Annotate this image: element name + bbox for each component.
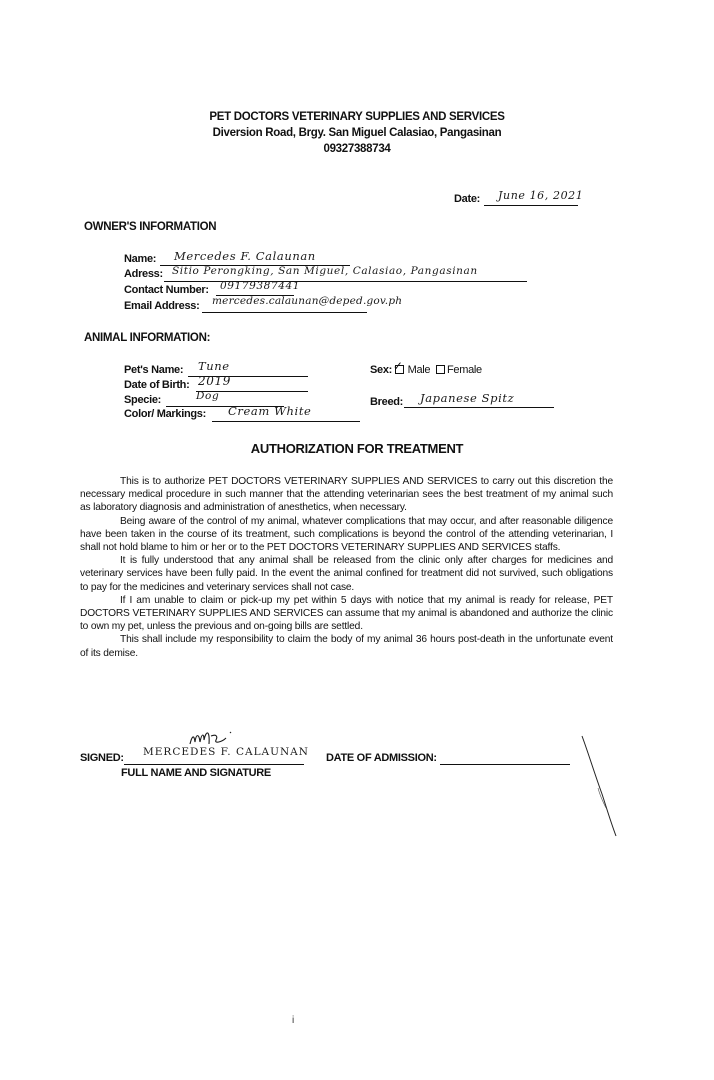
business-address: Diversion Road, Brgy. San Miguel Calasiao, Pangasinan (212, 127, 502, 139)
owner-section-title: OWNER'S INFORMATION (84, 221, 217, 233)
contact-value[interactable]: 09179387441 (220, 280, 301, 292)
color-value[interactable]: Cream White (228, 404, 312, 418)
email-value[interactable]: mercedes.calaunan@deped.gov.ph (212, 295, 403, 307)
pen-stroke-mark (578, 732, 622, 842)
pet-name-value[interactable]: Tune (198, 359, 230, 373)
admission-label: DATE OF ADMISSION: (326, 752, 437, 764)
authorization-paragraph: If I am unable to claim or pick-up my pet within 5 days with notice that my animal is ready for release, PET DOCTORS VETERINARY SUPPLIES AND SERVICES can assume that my animal is abandoned and authorize the clinic to own my pet, unless the previous and on-going bills are settled. (80, 594, 613, 633)
email-label: Email Address: (124, 300, 200, 312)
authorization-title: AUTHORIZATION FOR TREATMENT (250, 441, 464, 456)
check-mark-icon: ✓ (392, 359, 403, 373)
specie-label: Specie: (124, 394, 162, 406)
date-value[interactable]: June 16, 2021 (498, 189, 584, 202)
dob-label: Date of Birth: (124, 379, 190, 391)
authorization-paragraph: Being aware of the control of my animal, whatever complications that may occur, and after reasonable diligence have been taken in the course of its treatment, such complications is beyond the control of the attending veterinarian, I shall not hold blame to him or her or to the PET DOCTORS VETERINARY SUPPLIES AND SERVICES staffs. (80, 515, 613, 554)
sex-male-checkbox[interactable] (392, 359, 405, 376)
business-name: PET DOCTORS VETERINARY SUPPLIES AND SERVICES (209, 111, 505, 123)
authorization-paragraph: It is fully understood that any animal shall be released from the clinic only after charges for medicines and veterinary services have been fully paid. In the event the animal confined for treatment did not survived, such obligations to pay for the medicines and veterinary services shall not case. (80, 555, 613, 593)
authorization-paragraph: This is to authorize PET DOCTORS VETERINARY SUPPLIES AND SERVICES to carry out this discretion the necessary medical procedure in such manner that the attending veterinarian sees the best treatment of my animal such as laboratory diagnosis and administration of anesthetics, when necessary. (80, 476, 613, 514)
signed-value[interactable]: MERCEDES F. CALAUNAN (143, 746, 309, 758)
authorization-body (80, 475, 613, 660)
color-line (212, 421, 360, 422)
owner-name-label: Name: (124, 253, 157, 265)
signed-label: SIGNED: (80, 752, 124, 764)
sex-male-label: Male (407, 364, 431, 376)
owner-name-value[interactable]: Mercedes F. Calaunan (174, 249, 316, 263)
sex-female-label: Female (447, 364, 482, 376)
signature-caption: FULL NAME AND SIGNATURE (121, 767, 271, 779)
breed-line (404, 407, 554, 408)
sex-label: Sex: (370, 364, 393, 376)
signed-line (124, 764, 304, 765)
color-label: Color/ Markings: (124, 408, 206, 420)
dob-value[interactable]: 2019 (198, 374, 231, 388)
date-label: Date: (454, 193, 481, 205)
email-line (202, 312, 367, 313)
business-phone: 09327388734 (323, 143, 391, 155)
contact-label: Contact Number: (124, 284, 209, 296)
specie-value[interactable]: Dog (196, 390, 220, 402)
pet-name-label: Pet's Name: (124, 364, 184, 376)
owner-address-value[interactable]: Sitio Perongking, San Miguel, Calasiao, Pangasinan (172, 265, 478, 277)
admission-line[interactable] (440, 764, 570, 765)
breed-label: Breed: (370, 396, 404, 408)
animal-section-title: ANIMAL INFORMATION: (84, 332, 211, 344)
date-line (484, 205, 578, 206)
authorization-paragraph: This shall include my responsibility to claim the body of my animal 36 hours post-death in the unfortunate event of its demise. (80, 634, 613, 659)
owner-address-label: Adress: (124, 268, 163, 280)
sex-female-checkbox[interactable] (436, 365, 445, 374)
page-mark: i (292, 1015, 295, 1026)
sex-field (370, 359, 482, 376)
breed-value[interactable]: Japanese Spitz (420, 391, 515, 405)
owner-address-line (164, 281, 527, 282)
